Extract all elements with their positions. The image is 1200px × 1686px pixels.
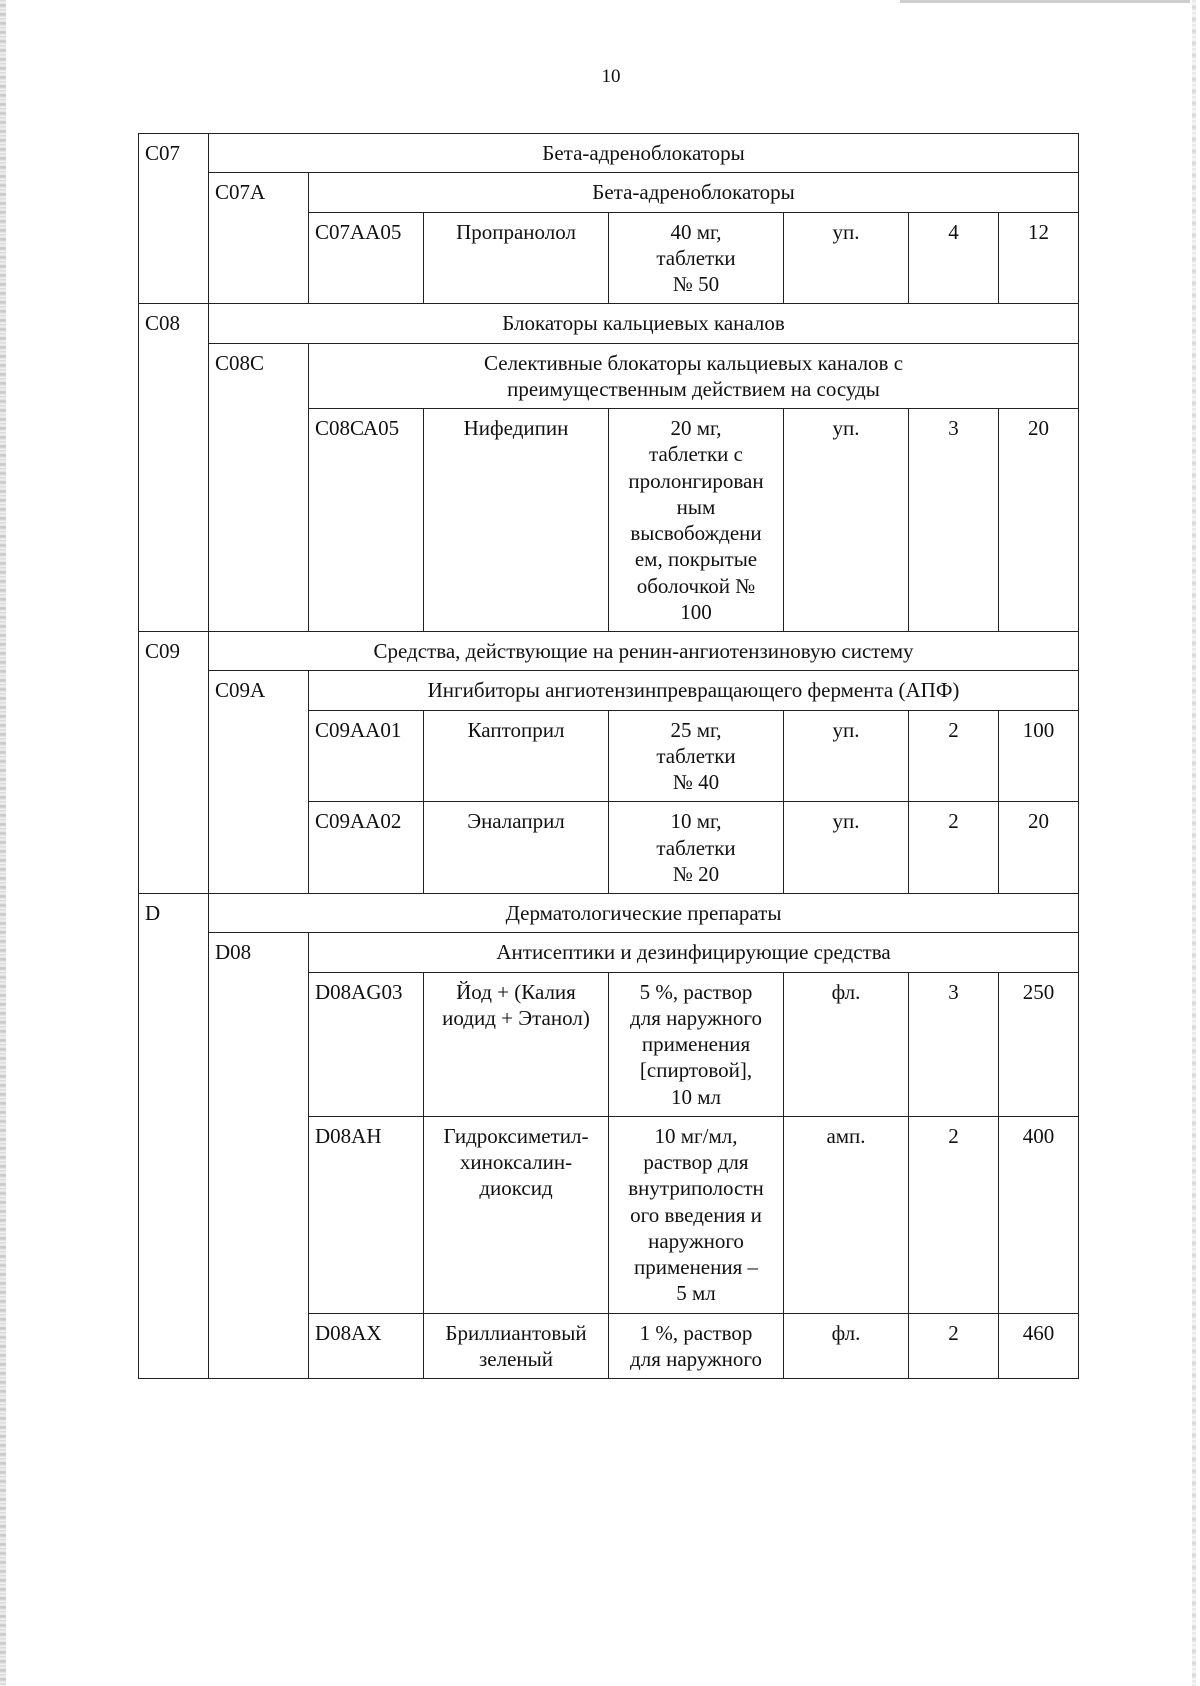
dosage-form: 40 мг, таблетки № 50: [609, 212, 784, 304]
unit: уп.: [784, 710, 909, 802]
subgroup-title: Антисептики и дезинфицирующие средства: [309, 933, 1079, 972]
scan-edge-right: [1192, 0, 1196, 1686]
subgroup-row: [139, 173, 1079, 212]
group-code: D: [139, 894, 209, 1379]
group-row: [139, 632, 1079, 671]
page-number: 10: [601, 66, 621, 87]
quantity: 2: [909, 1116, 999, 1313]
unit: уп.: [784, 409, 909, 632]
drug-code: D08AX: [309, 1313, 424, 1379]
subgroup-title: Бета-адреноблокаторы: [309, 173, 1079, 212]
price: 460: [999, 1313, 1079, 1379]
quantity: 2: [909, 802, 999, 894]
drug-name: Пропранолол: [424, 212, 609, 304]
subgroup-code: С08С: [209, 343, 309, 632]
drug-name: Нифедипин: [424, 409, 609, 632]
price: 20: [999, 802, 1079, 894]
drug-name: Каптоприл: [424, 710, 609, 802]
quantity: 2: [909, 1313, 999, 1379]
scan-edge-left: [0, 0, 6, 1686]
subgroup-row: [139, 933, 1079, 972]
drug-name: Гидроксиметил- хиноксалин- диоксид: [424, 1116, 609, 1313]
drug-name: Йод + (Калия иодид + Этанол): [424, 972, 609, 1116]
group-row: [139, 134, 1079, 173]
subgroup-code: С09А: [209, 671, 309, 894]
price: 250: [999, 972, 1079, 1116]
dosage-form: 20 мг, таблетки с пролонгирован ным высвобождени ем, покрытые оболочкой № 100: [609, 409, 784, 632]
quantity: 2: [909, 710, 999, 802]
quantity: 4: [909, 212, 999, 304]
drug-code: С09АА02: [309, 802, 424, 894]
unit: фл.: [784, 972, 909, 1116]
group-code: С09: [139, 632, 209, 894]
dosage-form: 10 мг/мл, раствор для внутриполостн ого введения и наружного применения – 5 мл: [609, 1116, 784, 1313]
drug-name: Эналаприл: [424, 802, 609, 894]
group-code: С07: [139, 134, 209, 304]
subgroup-code: D08: [209, 933, 309, 1379]
unit: фл.: [784, 1313, 909, 1379]
price: 100: [999, 710, 1079, 802]
unit: амп.: [784, 1116, 909, 1313]
subgroup-code: С07А: [209, 173, 309, 304]
drug-code: С08СА05: [309, 409, 424, 632]
dosage-form: 25 мг, таблетки № 40: [609, 710, 784, 802]
drug-register-table: [138, 133, 1079, 1379]
dosage-form: 5 %, раствор для наружного применения [спиртовой], 10 мл: [609, 972, 784, 1116]
dosage-form: 1 %, раствор для наружного: [609, 1313, 784, 1379]
drug-code: С07АА05: [309, 212, 424, 304]
quantity: 3: [909, 409, 999, 632]
subgroup-title: Селективные блокаторы кальциевых каналов с преимущественным действием на сосуды: [309, 343, 1079, 409]
price: 20: [999, 409, 1079, 632]
unit: уп.: [784, 802, 909, 894]
unit: уп.: [784, 212, 909, 304]
group-row: [139, 304, 1079, 343]
subgroup-title: Ингибиторы ангиотензинпревращающего фермента (АПФ): [309, 671, 1079, 710]
dosage-form: 10 мг, таблетки № 20: [609, 802, 784, 894]
quantity: 3: [909, 972, 999, 1116]
drug-code: С09АА01: [309, 710, 424, 802]
drug-code: D08AG03: [309, 972, 424, 1116]
group-title: Блокаторы кальциевых каналов: [209, 304, 1079, 343]
group-title: Дерматологические препараты: [209, 894, 1079, 933]
price: 400: [999, 1116, 1079, 1313]
scan-edge-top: [900, 0, 1190, 3]
subgroup-row: [139, 671, 1079, 710]
register-body: [139, 134, 1079, 1379]
group-code: С08: [139, 304, 209, 632]
subgroup-row: [139, 343, 1079, 409]
price: 12: [999, 212, 1079, 304]
group-row: [139, 894, 1079, 933]
drug-code: D08AH: [309, 1116, 424, 1313]
drug-name: Бриллиантовый зеленый: [424, 1313, 609, 1379]
group-title: Средства, действующие на ренин-ангиотензиновую систему: [209, 632, 1079, 671]
group-title: Бета-адреноблокаторы: [209, 134, 1079, 173]
